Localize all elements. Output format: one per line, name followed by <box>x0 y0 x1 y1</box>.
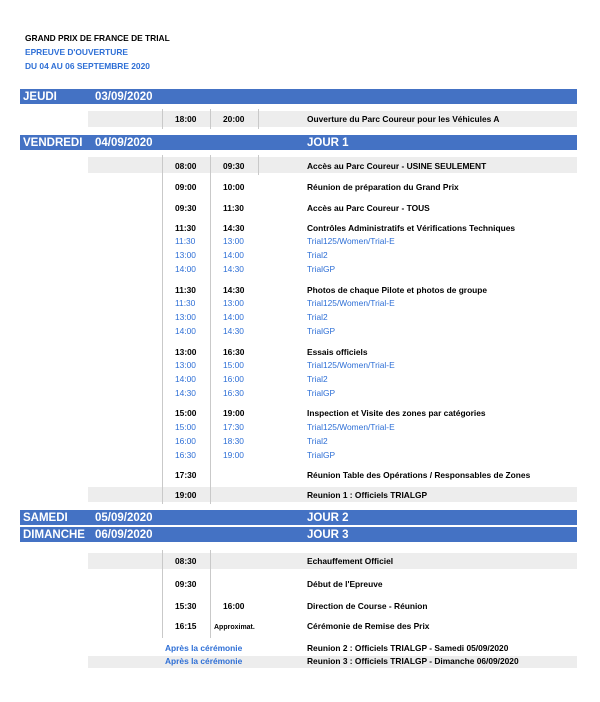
row-event: TrialGP <box>307 388 336 398</box>
row-end-time: 14:30 <box>223 326 244 336</box>
row-start-time: 19:00 <box>175 490 197 500</box>
row-start-time: 08:30 <box>175 556 197 566</box>
row-start-time: 14:00 <box>175 264 196 274</box>
row-end-time: 13:00 <box>223 236 244 246</box>
row-end-time: 14:30 <box>223 223 245 233</box>
row-event: Reunion 2 : Officiels TRIALGP - Samedi 05/09/2020 <box>307 643 509 653</box>
row-event: Reunion 3 : Officiels TRIALGP - Dimanche 06/09/2020 <box>307 656 519 666</box>
row-start-time: 17:30 <box>175 470 197 480</box>
row-end-time: 17:30 <box>223 422 244 432</box>
row-event: Accès au Parc Coureur - USINE SEULEMENT <box>307 161 487 171</box>
row-end-time: 19:00 <box>223 408 245 418</box>
row-event: Trial125/Women/Trial-E <box>307 422 395 432</box>
row-event: Direction de Course - Réunion <box>307 601 428 611</box>
row-end-time: 14:00 <box>223 312 244 322</box>
row-start-time: 14:00 <box>175 374 196 384</box>
day-date: 06/09/2020 <box>95 529 153 541</box>
row-end-time: 20:00 <box>223 114 245 124</box>
row-start-time: 08:00 <box>175 161 197 171</box>
row-when: Après la cérémonie <box>165 656 243 666</box>
row-event: Reunion 1 : Officiels TRIALGP <box>307 490 428 500</box>
row-end-time: 16:30 <box>223 388 244 398</box>
row-end-time: 19:00 <box>223 450 244 460</box>
row-end-time: 09:30 <box>223 161 245 171</box>
day-bar-dimanche <box>20 526 577 542</box>
row-end-time: 15:00 <box>223 360 244 370</box>
row-event: Trial2 <box>307 374 328 384</box>
row-start-time: 13:00 <box>175 347 197 357</box>
row-end-time: 14:30 <box>223 285 245 295</box>
row-end-time: 16:30 <box>223 347 245 357</box>
row-end-time: 16:00 <box>223 374 244 384</box>
row-event: Réunion Table des Opérations / Responsables de Zones <box>307 470 531 480</box>
row-start-time: 16:30 <box>175 450 196 460</box>
row-event: Trial125/Women/Trial-E <box>307 236 395 246</box>
row-event: TrialGP <box>307 326 336 336</box>
row-event: Inspection et Visite des zones par catégories <box>307 408 486 418</box>
row-event: Début de l'Epreuve <box>307 579 383 589</box>
document-title: GRAND PRIX DE FRANCE DE TRIAL <box>25 33 170 43</box>
document-subtitle: EPREUVE D'OUVERTURE <box>25 47 128 57</box>
day-bar-samedi <box>20 509 577 525</box>
row-event: Photos de chaque Pilote et photos de groupe <box>307 285 488 295</box>
column-divider <box>162 155 163 504</box>
column-divider <box>210 109 211 129</box>
row-start-time: 14:30 <box>175 388 196 398</box>
day-date: 05/09/2020 <box>95 512 153 524</box>
row-start-time: 15:00 <box>175 422 196 432</box>
row-event: Trial125/Women/Trial-E <box>307 360 395 370</box>
day-jour: JOUR 3 <box>307 529 349 541</box>
row-event: Réunion de préparation du Grand Prix <box>307 182 459 192</box>
row-end-time: Approximat. <box>214 624 255 631</box>
column-divider <box>258 109 259 129</box>
column-divider <box>210 550 211 638</box>
row-start-time: 11:30 <box>175 298 196 308</box>
day-name: VENDREDI <box>23 137 83 149</box>
row-end-time: 16:00 <box>223 601 245 611</box>
row-event: Accès au Parc Coureur - TOUS <box>307 203 430 213</box>
row-event: Trial2 <box>307 436 328 446</box>
document-dates: DU 04 AU 06 SEPTEMBRE 2020 <box>25 61 150 71</box>
row-event: Trial125/Women/Trial-E <box>307 298 395 308</box>
row-start-time: 18:00 <box>175 114 197 124</box>
day-date: 04/09/2020 <box>95 137 153 149</box>
row-event: Ouverture du Parc Coureur pour les Véhicules A <box>307 114 500 124</box>
row-start-time: 14:00 <box>175 326 196 336</box>
row-event: Cérémonie de Remise des Prix <box>307 621 430 631</box>
row-event: Echauffement Officiel <box>307 556 394 566</box>
row-when: Après la cérémonie <box>165 643 243 653</box>
row-start-time: 11:30 <box>175 236 196 246</box>
row-start-time: 13:00 <box>175 312 196 322</box>
row-start-time: 15:00 <box>175 408 197 418</box>
row-start-time: 09:30 <box>175 203 197 213</box>
column-divider <box>210 155 211 504</box>
row-end-time: 14:00 <box>223 250 244 260</box>
column-divider <box>258 155 259 175</box>
row-start-time: 16:15 <box>175 621 197 631</box>
row-event: Trial2 <box>307 312 328 322</box>
day-date: 03/09/2020 <box>95 91 153 103</box>
row-event: Trial2 <box>307 250 328 260</box>
day-name: SAMEDI <box>23 512 68 524</box>
row-event: TrialGP <box>307 264 336 274</box>
day-name: JEUDI <box>23 91 57 103</box>
row-start-time: 13:00 <box>175 360 196 370</box>
row-start-time: 11:30 <box>175 223 196 233</box>
day-jour: JOUR 2 <box>307 512 349 524</box>
row-start-time: 16:00 <box>175 436 196 446</box>
row-start-time: 13:00 <box>175 250 196 260</box>
row-event: Contrôles Administratifs et Vérifications Techniques <box>307 223 516 233</box>
row-start-time: 15:30 <box>175 601 197 611</box>
column-divider <box>162 550 163 638</box>
row-end-time: 13:00 <box>223 298 244 308</box>
row-end-time: 11:30 <box>223 203 244 213</box>
row-start-time: 09:00 <box>175 182 197 192</box>
day-bar-vendredi <box>20 134 577 150</box>
column-divider <box>162 109 163 129</box>
row-start-time: 09:30 <box>175 579 197 589</box>
row-end-time: 18:30 <box>223 436 244 446</box>
row-event: Essais officiels <box>307 347 368 357</box>
row-start-time: 11:30 <box>175 285 196 295</box>
row-event: TrialGP <box>307 450 336 460</box>
day-name: DIMANCHE <box>23 529 85 541</box>
day-bar-jeudi <box>20 88 577 104</box>
row-end-time: 14:30 <box>223 264 244 274</box>
row-end-time: 10:00 <box>223 182 245 192</box>
day-jour: JOUR 1 <box>307 137 349 149</box>
